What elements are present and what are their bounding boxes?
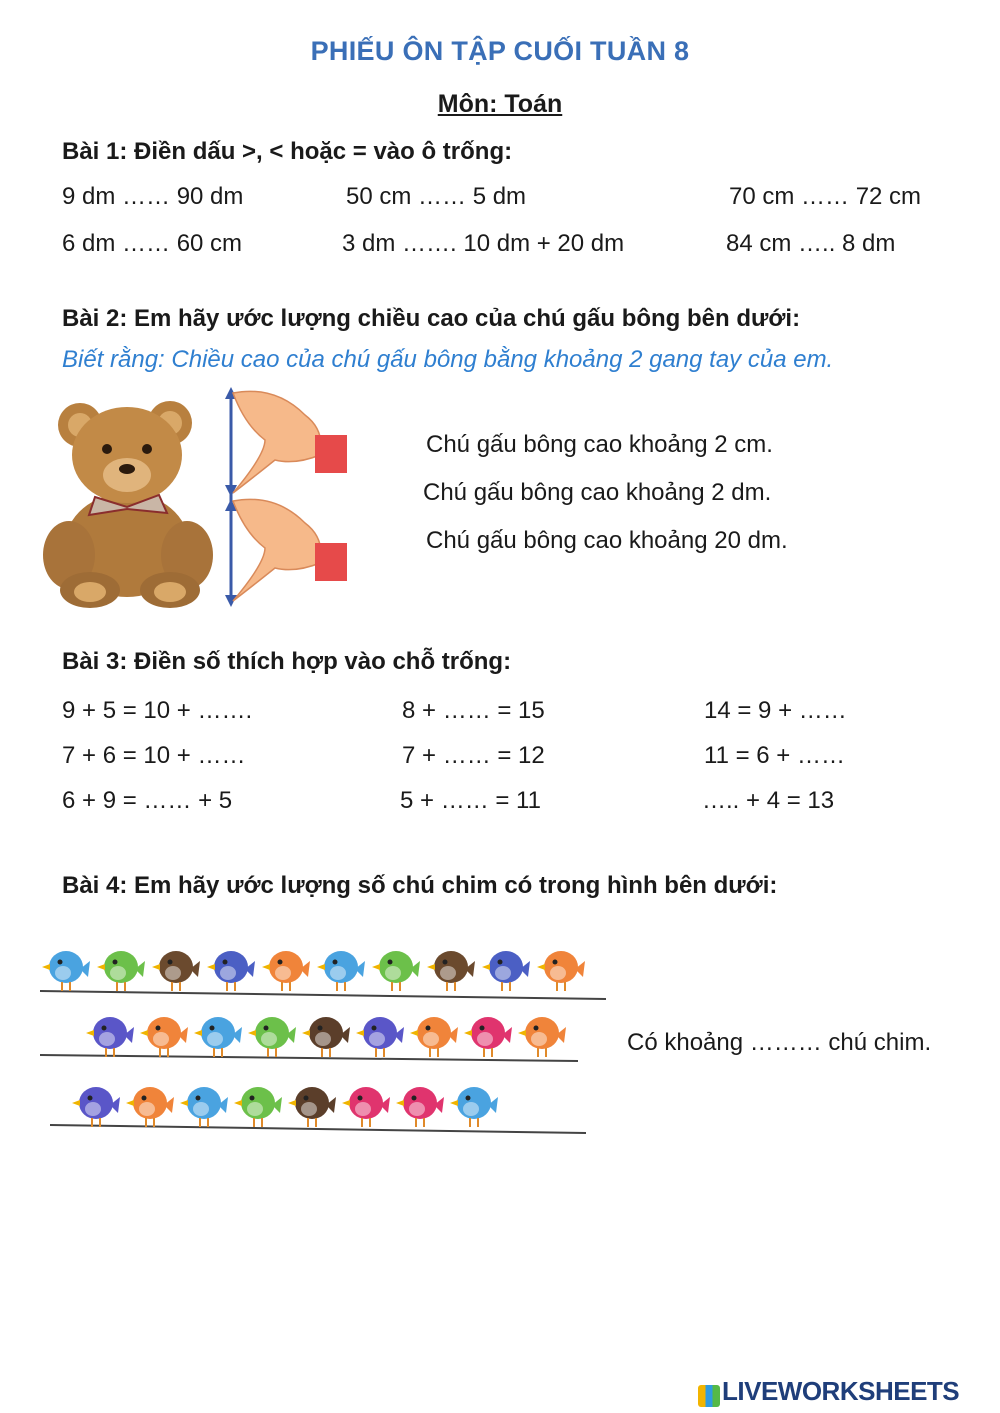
- compare-item[interactable]: 9 dm …… 90 dm: [62, 183, 244, 210]
- bird-icon: [262, 951, 310, 991]
- fill-number-item[interactable]: 8 + …… = 15: [402, 697, 545, 724]
- fill-number-item[interactable]: 9 + 5 = 10 + …….: [62, 697, 253, 724]
- bird-icon: [450, 1087, 498, 1127]
- bird-icon: [396, 1087, 444, 1127]
- exercise-4-heading: Bài 4: Em hãy ước lượng số chú chim có trong hình bên dưới:: [62, 872, 778, 899]
- compare-item[interactable]: 6 dm …… 60 cm: [62, 230, 243, 257]
- exercise-1-heading: Bài 1: Điền dấu >, < hoặc = vào ô trống:: [62, 138, 513, 165]
- subject-label: Môn: Toán: [437, 90, 563, 118]
- logo-text: LIVEWORKSHEETS: [722, 1376, 960, 1406]
- fill-number-item[interactable]: 7 + 6 = 10 + ……: [62, 742, 246, 769]
- bird-icon: [42, 951, 90, 991]
- logo-icon: [698, 1385, 720, 1407]
- hand-span-icon: [225, 387, 347, 607]
- exercise-3-heading: Bài 3: Điền số thích hợp vào chỗ trống:: [62, 648, 512, 675]
- bird-icon: [194, 1017, 242, 1057]
- fill-number-item[interactable]: 14 = 9 + ……: [704, 697, 847, 724]
- bird-icon: [356, 1017, 404, 1057]
- wire-line: [40, 991, 606, 999]
- bird-icon: [482, 951, 530, 991]
- wire-line: [40, 1055, 578, 1061]
- bird-icon: [464, 1017, 512, 1057]
- height-option[interactable]: Chú gấu bông cao khoảng 20 dm.: [426, 527, 788, 554]
- exercise-2-heading: Bài 2: Em hãy ước lượng chiều cao của chú gấu bông bên dưới:: [62, 305, 801, 332]
- page-title: PHIẾU ÔN TẬP CUỐI TUẦN 8: [310, 36, 690, 66]
- compare-item[interactable]: 84 cm ….. 8 dm: [726, 230, 896, 257]
- fill-number-item[interactable]: 6 + 9 = …… + 5: [62, 787, 233, 814]
- compare-item[interactable]: 3 dm ……. 10 dm + 20 dm: [342, 230, 625, 257]
- compare-item[interactable]: 50 cm …… 5 dm: [346, 183, 527, 210]
- fill-number-item[interactable]: 5 + …… = 11: [400, 787, 541, 814]
- bird-icon: [537, 951, 585, 991]
- fill-number-item[interactable]: 11 = 6 + ……: [704, 742, 845, 769]
- bird-icon: [207, 951, 255, 991]
- bird-count-answer[interactable]: Có khoảng ……… chú chim.: [627, 1029, 932, 1056]
- bird-icon: [317, 951, 365, 991]
- bird-icon: [140, 1017, 188, 1057]
- bird-icon: [180, 1087, 228, 1127]
- bird-icon: [342, 1087, 390, 1127]
- wire-line: [50, 1125, 586, 1133]
- bird-icon: [372, 951, 420, 991]
- bird-icon: [410, 1017, 458, 1057]
- exercise-2-hint: Biết rằng: Chiều cao của chú gấu bông bằng khoảng 2 gang tay của em.: [62, 346, 834, 373]
- bird-icon: [302, 1017, 350, 1057]
- liveworksheets-logo: [698, 1376, 959, 1407]
- bird-icon: [234, 1087, 282, 1127]
- bird-icon: [97, 951, 145, 991]
- bird-icon: [427, 951, 475, 991]
- height-option[interactable]: Chú gấu bông cao khoảng 2 dm.: [423, 479, 772, 506]
- bird-icon: [86, 1017, 134, 1057]
- bird-icon: [518, 1017, 566, 1057]
- teddy-bear-icon: [43, 401, 213, 608]
- bird-icon: [248, 1017, 296, 1057]
- birds-illustration: [38, 935, 610, 1145]
- compare-item[interactable]: 70 cm …… 72 cm: [729, 183, 922, 210]
- bird-icon: [126, 1087, 174, 1127]
- fill-number-item[interactable]: 7 + …… = 12: [402, 742, 545, 769]
- fill-number-item[interactable]: ….. + 4 = 13: [702, 787, 835, 814]
- height-option[interactable]: Chú gấu bông cao khoảng 2 cm.: [426, 431, 773, 458]
- bird-icon: [152, 951, 200, 991]
- bird-icon: [288, 1087, 336, 1127]
- bird-icon: [72, 1087, 120, 1127]
- teddy-bear-illustration: [35, 385, 355, 610]
